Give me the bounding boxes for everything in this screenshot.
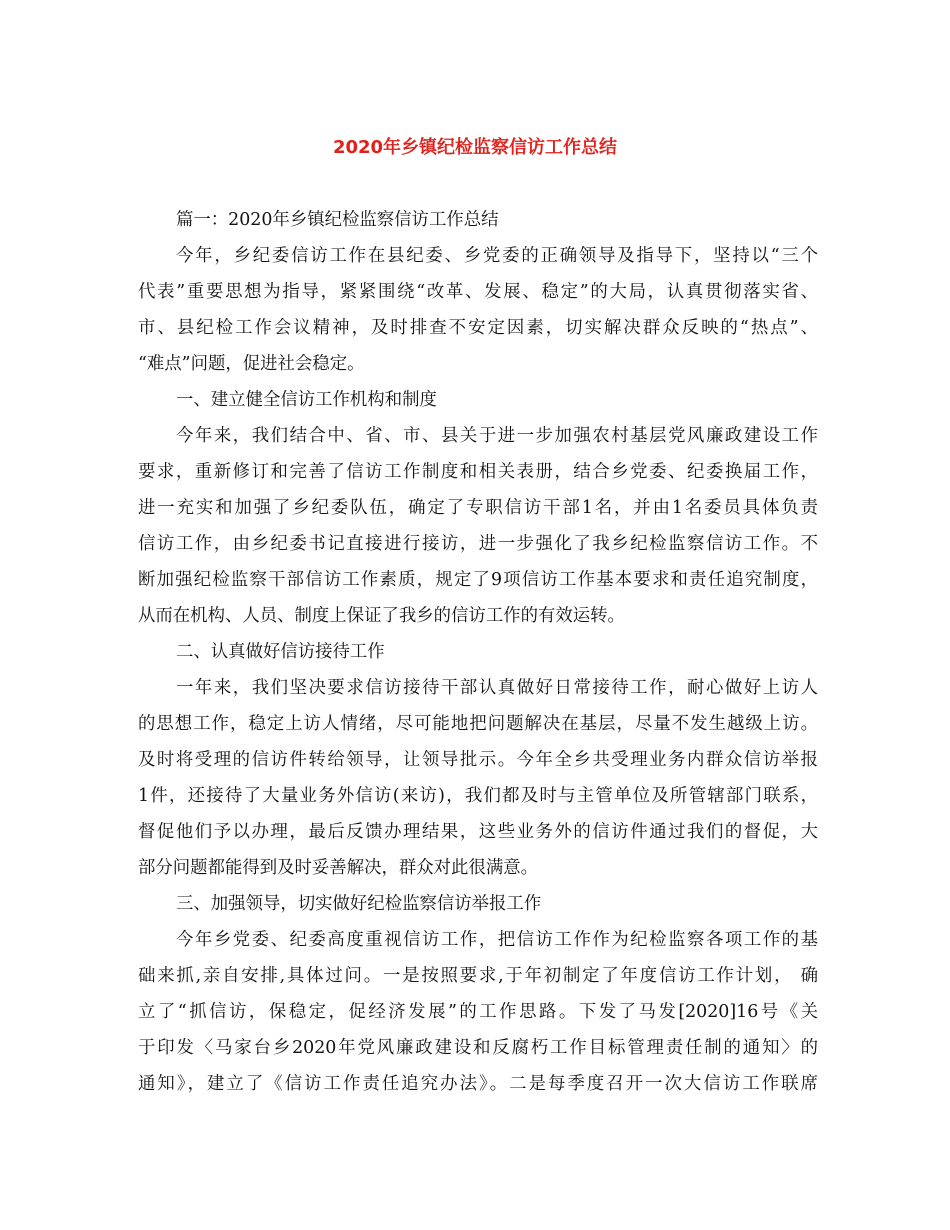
paragraph-line: “难点”问题，促进社会稳定。 bbox=[138, 354, 365, 374]
paragraph-line: 督促他们予以办理，最后反馈办理结果，这些业务外的信访件通过我们的督促，大 bbox=[138, 822, 818, 842]
paragraph-line: 的思想工作，稳定上访人情绪，尽可能地把问题解决在基层，尽量不发生越级上访。 bbox=[138, 714, 818, 734]
paragraph-line: 进一充实和加强了乡纪委队伍，确定了专职信访干部1名，并由1名委员具体负责 bbox=[138, 498, 818, 518]
section-heading-part-one: 篇一：2020年乡镇纪检监察信访工作总结 bbox=[176, 210, 499, 230]
document-title: 2020年乡镇纪检监察信访工作总结 bbox=[332, 137, 618, 158]
section-heading-2: 二、认真做好信访接待工作 bbox=[176, 642, 385, 662]
paragraph-line: 通知》，建立了《信访工作责任追究办法》。二是每季度召开一次大信访工作联席 bbox=[138, 1074, 818, 1094]
paragraph-line: 及时将受理的信访件转给领导，让领导批示。今年全乡共受理业务内群众信访举报 bbox=[138, 750, 818, 770]
section-heading-1: 一、建立健全信访工作机构和制度 bbox=[176, 390, 437, 410]
paragraph-line: 今年来，我们结合中、省、市、县关于进一步加强农村基层党风廉政建设工作 bbox=[176, 426, 818, 446]
section-heading-3: 三、加强领导，切实做好纪检监察信访举报工作 bbox=[176, 894, 542, 914]
paragraph-line: 础来抓,亲自安排,具体过问。一是按照要求,于年初制定了年度信访工作计划， 确 bbox=[138, 966, 818, 986]
paragraph-line: 于印发〈马家台乡2020年党风廉政建设和反腐朽工作目标管理责任制的通知〉的 bbox=[138, 1038, 818, 1058]
paragraph-line: 部分问题都能得到及时妥善解决，群众对此很满意。 bbox=[138, 858, 538, 878]
paragraph-line: 信访工作，由乡纪委书记直接进行接访，进一步强化了我乡纪检监察信访工作。不 bbox=[138, 534, 818, 554]
paragraph-line: 今年，乡纪委信访工作在县纪委、乡党委的正确领导及指导下，坚持以“三个 bbox=[176, 246, 818, 266]
paragraph-line: 1件，还接待了大量业务外信访(来访)，我们都及时与主管单位及所管辖部门联系， bbox=[138, 786, 818, 806]
paragraph-line: 今年乡党委、纪委高度重视信访工作，把信访工作作为纪检监察各项工作的基 bbox=[176, 930, 818, 950]
paragraph-line: 市、县纪检工作会议精神，及时排查不安定因素，切实解决群众反映的“热点”、 bbox=[138, 318, 818, 338]
paragraph-line: 立了“抓信访，保稳定，促经济发展”的工作思路。下发了马发[2020]16号《关 bbox=[138, 1002, 818, 1022]
paragraph-line: 从而在机构、人员、制度上保证了我乡的信访工作的有效运转。 bbox=[138, 606, 625, 626]
paragraph-line: 断加强纪检监察干部信访工作素质，规定了9项信访工作基本要求和责任追究制度， bbox=[138, 570, 818, 590]
paragraph-line: 一年来，我们坚决要求信访接待干部认真做好日常接待工作，耐心做好上访人 bbox=[176, 678, 818, 698]
paragraph-line: 代表”重要思想为指导，紧紧围绕“改革、发展、稳定”的大局，认真贯彻落实省、 bbox=[138, 282, 818, 302]
paragraph-line: 要求，重新修订和完善了信访工作制度和相关表册，结合乡党委、纪委换届工作， bbox=[138, 462, 818, 482]
